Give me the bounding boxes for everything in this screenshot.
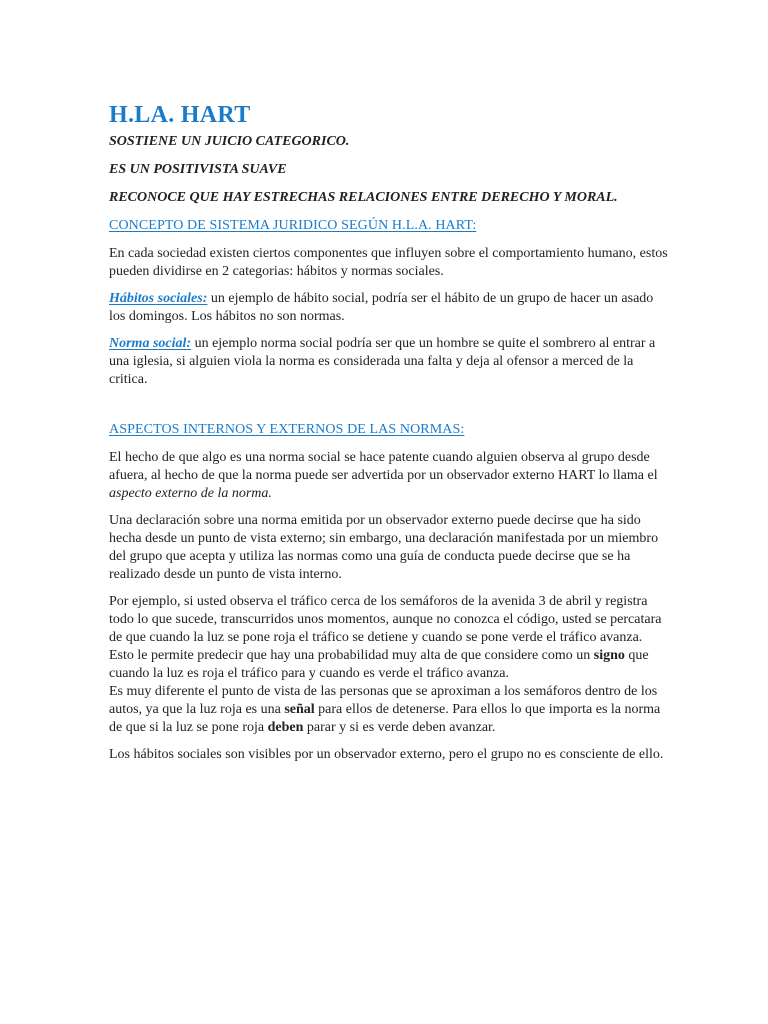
paragraph-norma	[109, 335, 669, 389]
senal-bold: señal	[284, 702, 315, 717]
subtitle-1: SOSTIENE UN JUICIO CATEGORICO.	[109, 134, 350, 149]
subtitle-3: RECONOCE QUE HAY ESTRECHAS RELACIONES ENTRE DERECHO Y MORAL.	[109, 190, 618, 205]
signo-bold: signo	[593, 648, 625, 663]
hecho-text: El hecho de que algo es una norma social se hace patente cuando alguien observa al grupo desde afuera, al hecho de que la norma puede ser advertida por un observador externo HART lo llama el	[109, 450, 658, 483]
paragraph-intro: En cada sociedad existen ciertos componentes que influyen sobre el comportamiento humano, estos pueden dividirse en 2 categorias: hábitos y normas sociales.	[109, 246, 668, 279]
deben-bold: deben	[267, 720, 304, 735]
predecir-text-a: Esto le permite predecir que hay una probabilidad muy alta de que considere como un	[109, 648, 594, 663]
diferente-text-a: Es muy diferente el punto de vista de las personas que se aproximan a los semáforos dentro de los autos, ya que la luz roja es una	[109, 684, 658, 717]
term-norma-social: Norma social:	[109, 336, 192, 351]
subtitle-2: ES UN POSITIVISTA SUAVE	[109, 162, 287, 177]
section-spacer	[109, 398, 669, 421]
term-habitos-sociales: Hábitos sociales:	[109, 291, 208, 306]
document-body	[109, 100, 669, 773]
paragraph-declaracion: Una declaración sobre una norma emitida por un observador externo puede decirse que ha sido hecha desde un punto de vista externo; sin embargo, una declaración manifestada por un miembro del grupo que acepta y utiliza las normas como una guía de conducta puede decirse que se ha realizado desde un punto de vista interno.	[109, 513, 659, 582]
norma-text: un ejemplo norma social podría ser que un hombre se quite el sombrero al entrar a una iglesia, si alguien viola la norma es considerada una falta y deja al ofensor a merced de la critica.	[109, 336, 656, 387]
predecir-text-c: que cuando la luz es roja el tráfico para y cuando es verde el tráfico avanza.	[109, 648, 649, 681]
aspecto-externo-italic: aspecto externo de la norma.	[109, 486, 272, 501]
paragraph-diferente	[109, 683, 669, 737]
diferente-text-e: parar y si es verde deben avanzar.	[303, 720, 496, 735]
paragraph-hecho	[109, 449, 669, 503]
page-title: H.LA. HART	[109, 102, 251, 128]
paragraph-habitos-visibles: Los hábitos sociales son visibles por un observador externo, pero el grupo no es consciente de ello.	[109, 747, 664, 762]
section-heading-concepto: CONCEPTO DE SISTEMA JURIDICO SEGÚN H.L.A. HART:	[109, 218, 477, 233]
diferente-text-c: para ellos de detenerse. Para ellos lo que importa es la norma de que si la luz se pone roja	[109, 702, 661, 735]
paragraph-habitos	[109, 290, 669, 326]
habitos-text: un ejemplo de hábito social, podría ser el hábito de un grupo de hacer un asado los domingos. Los hábitos no son normas.	[109, 291, 654, 324]
paragraph-ejemplo: Por ejemplo, si usted observa el tráfico cerca de los semáforos de la avenida 3 de abril y registra todo lo que sucede, transcurridos unos momentos, aunque no conozca el código, usted se percatara de que cuando la luz se pone roja el tráfico se detiene y cuando se pone verde el tráfico avanza.	[109, 594, 662, 645]
paragraph-predecir	[109, 647, 669, 683]
section-heading-aspectos: ASPECTOS INTERNOS Y EXTERNOS DE LAS NORMAS:	[109, 422, 465, 437]
